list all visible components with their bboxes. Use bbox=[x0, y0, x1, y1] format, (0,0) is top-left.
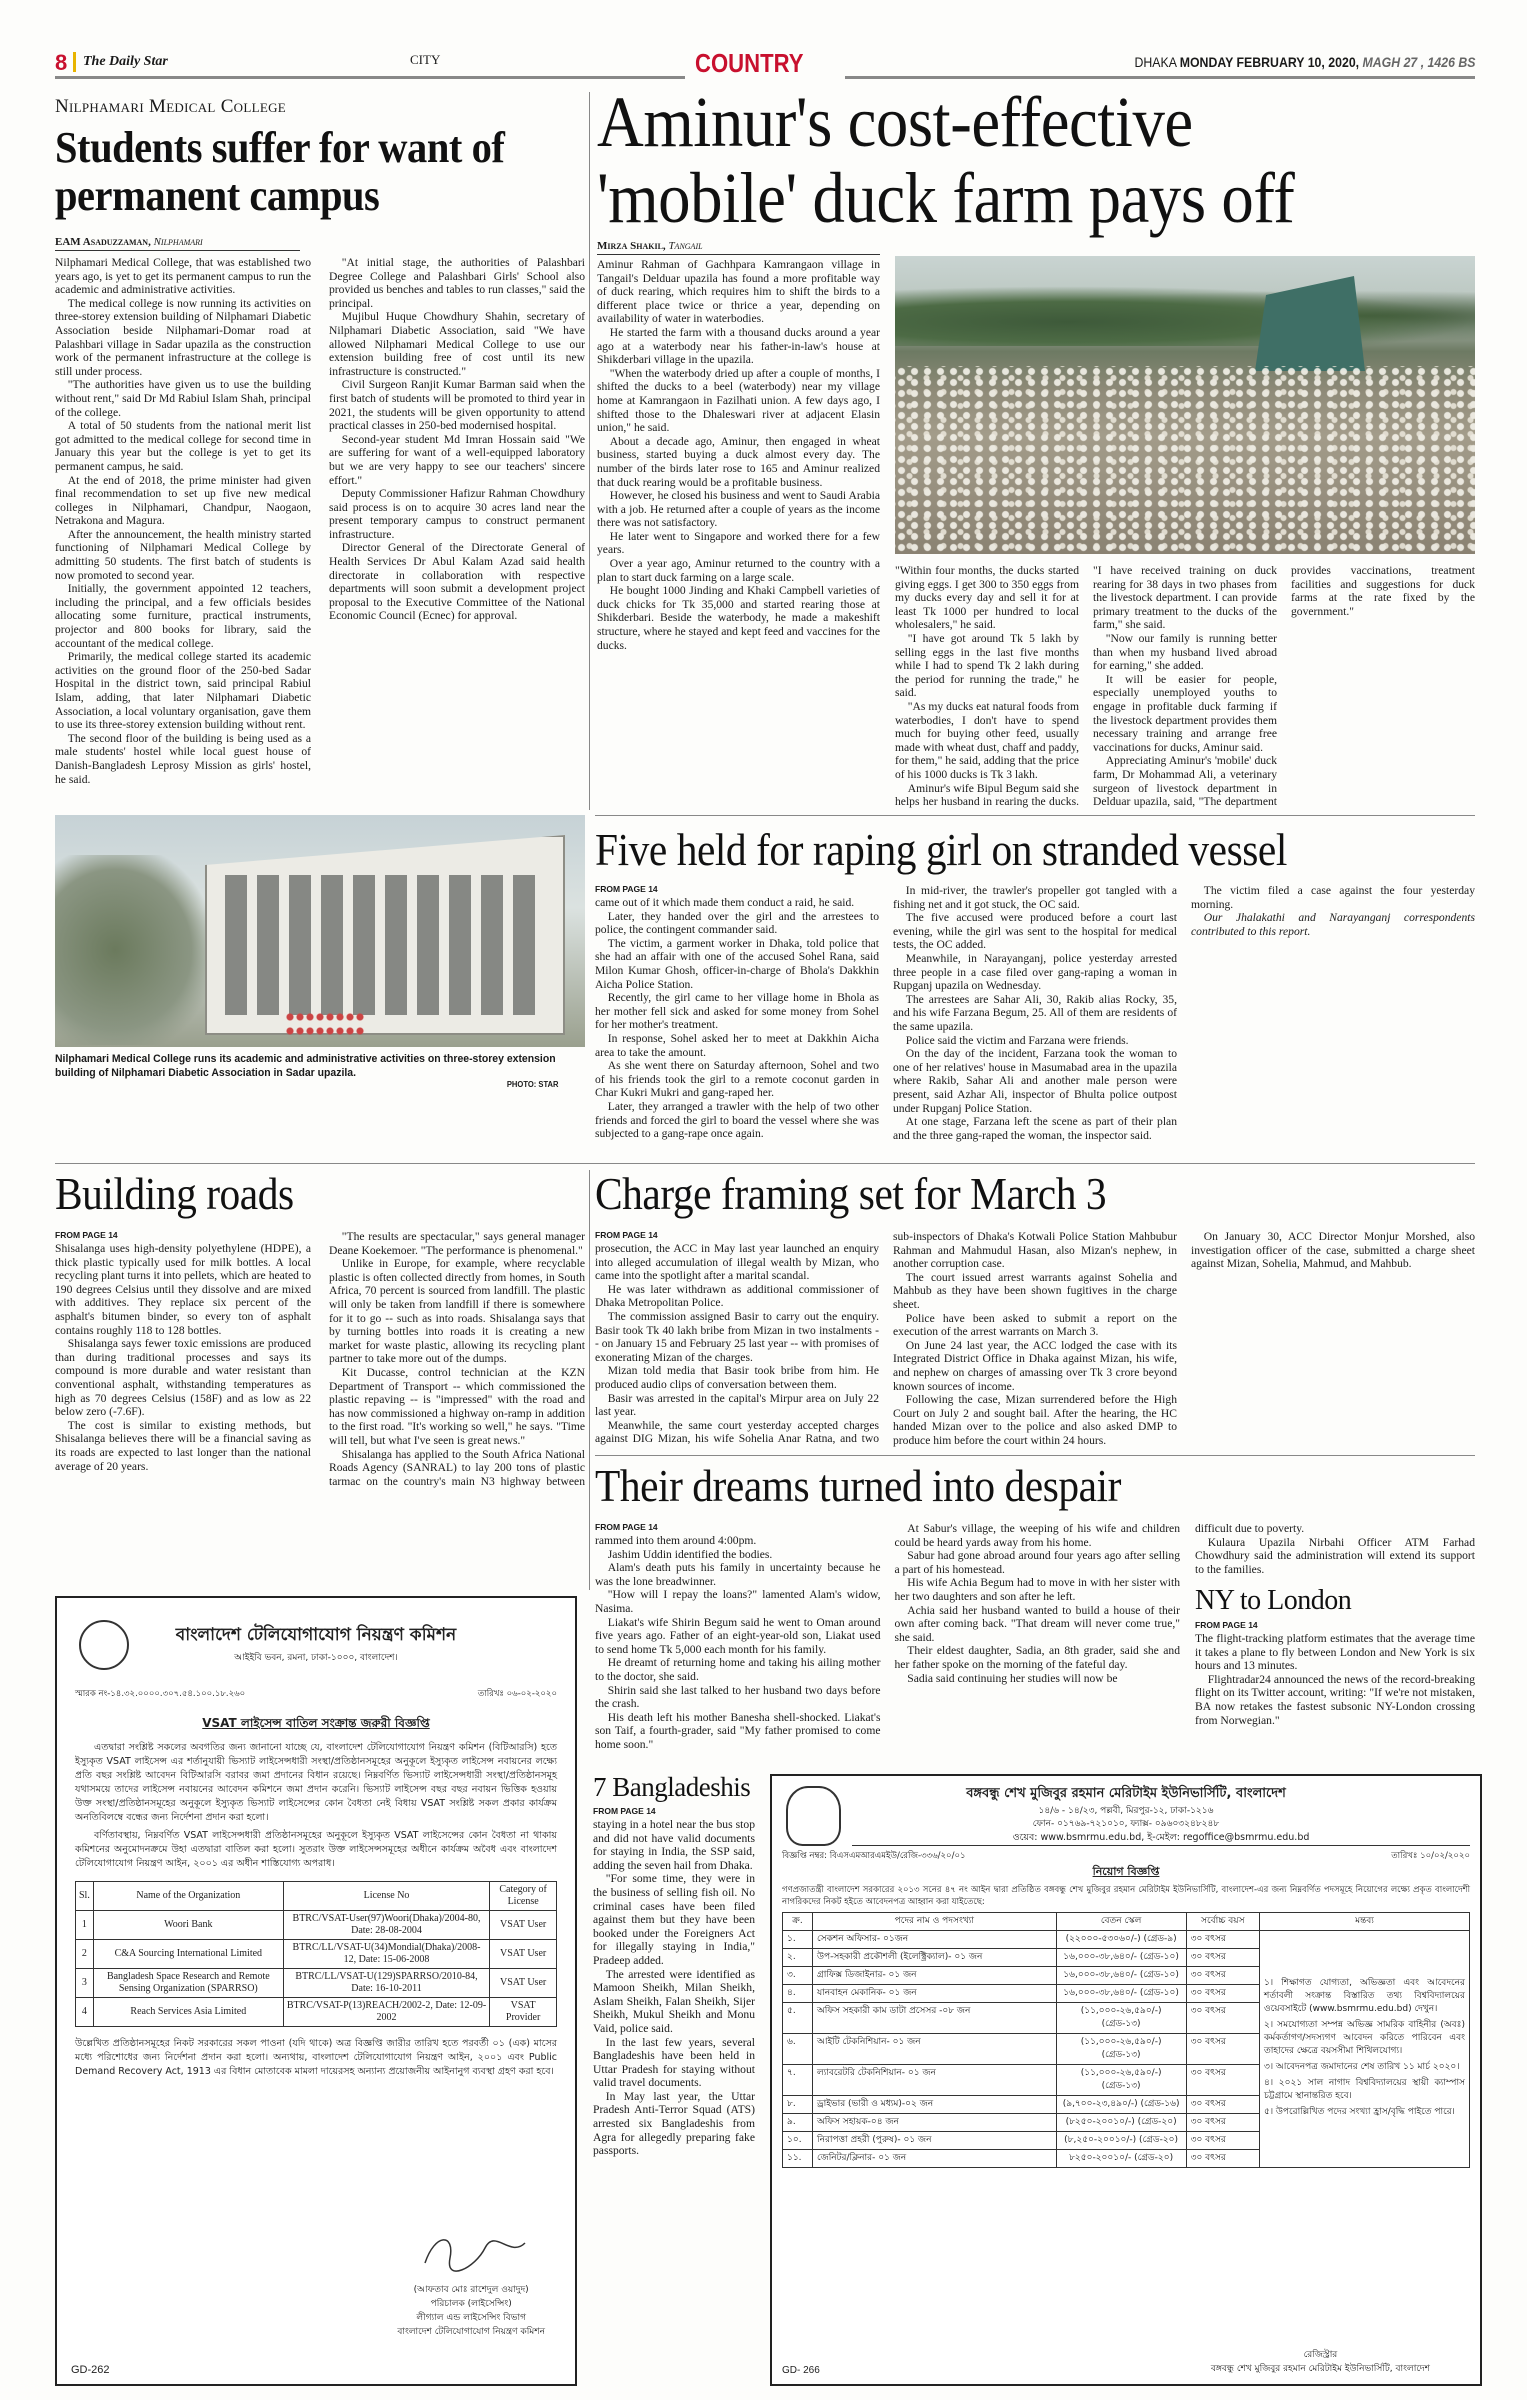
table-cell: VSAT User bbox=[490, 1969, 557, 1998]
paragraphs bbox=[55, 1230, 585, 1492]
table-cell: Bangladesh Space Research and Remote Sensing Organization (SPARRSO) bbox=[93, 1969, 283, 1998]
table-cell: BTRC/VSAT-P(13)REACH/2002-2, Date: 12-09-2002 bbox=[283, 1998, 489, 2027]
table-cell: (৮২৫০-২০০১০/-) (গ্রেড-২০) bbox=[1056, 2114, 1186, 2132]
article-headline: Five held for raping girl on stranded vessel bbox=[595, 824, 1287, 875]
article-headline bbox=[597, 84, 1461, 236]
memo-row bbox=[75, 1687, 557, 1701]
students bbox=[285, 1010, 365, 1040]
article-kicker: Nilphamari Medical College bbox=[55, 96, 287, 117]
table-cell: Reach Services Asia Limited bbox=[93, 1998, 283, 2027]
paragraphs bbox=[595, 1230, 1475, 1448]
paragraph: Sabur had gone abroad around four years ago after selling a part of his homestead. bbox=[894, 1549, 1180, 1576]
paragraph: He started the farm with a thousand ducks around a year ago at a waterbody near his father-in-law's house at Shikderbari village in the upazila. bbox=[597, 325, 880, 367]
section-rule bbox=[595, 1455, 1475, 1456]
paragraph: came out of it which made them conduct a raid, he said. bbox=[595, 896, 855, 909]
jump-label: FROM PAGE 14 bbox=[595, 884, 658, 894]
table-cell: (১১,০০০-২৬,৫৯০/-) (গ্রেড-১৩) bbox=[1056, 2034, 1186, 2065]
table-cell: ৫. bbox=[783, 2003, 813, 2034]
table-cell: VSAT User bbox=[490, 1940, 557, 1969]
table-cell: যানবাহন মেকানিক- ০১ জন bbox=[813, 1985, 1057, 2003]
table-cell: ৩০ বৎসর bbox=[1186, 1967, 1259, 1985]
paragraph: After the announcement, the health ministry started functioning of Nilphamari Medical College by admitting 50 students. The first batch of students is now promoted to second year. bbox=[55, 527, 311, 582]
paragraph: "Within four months, the ducks started giving eggs. I get 300 to 350 eggs from my ducks every day and sell it for at least Tk 1000 per hundred to local wholesalers," he said. bbox=[895, 564, 1079, 632]
paragraph: Unlike in Europe, for example, where recyclable plastic is often collected directly from homes, in South Africa, 70 percent is sourced from landfill. The plastic will only be taken from landfill if there is somewhere for it to go -- such as into roads. Shisalanga says that by turning bottles into roads it is creating a new market for waste plastic, allowing its recycling plant partner to take more out of the dumps. bbox=[329, 1257, 585, 1366]
table-body bbox=[76, 1911, 557, 2027]
table-cell: ৩০ বৎসর bbox=[1186, 2096, 1259, 2114]
page-number: 8 bbox=[55, 50, 68, 75]
paragraph: Their eldest daughter, Sadia, an 8th grader, said she and her father spoke on the morning of the fateful day. bbox=[894, 1644, 1180, 1671]
paragraph: The commission assigned Basir to carry out the enquiry. Basir took Tk 40 lakh bribe from Mizan in two instalments -- on January 15 and February 25 last year -- with promises of exonerating Mizan of the charges. bbox=[595, 1309, 879, 1364]
table-cell: VSAT User bbox=[490, 1911, 557, 1940]
byline bbox=[55, 236, 300, 251]
newspaper-logo: The Daily Star bbox=[83, 54, 168, 69]
paragraph: The medical college is now running its activities on three-storey extension building of Nilphamari Diabetic Association beside Nilphamari-Domar road at Palashbari village in Sadar upazila as the construction work of the permanent infrastructure at the college is still under process. bbox=[55, 296, 311, 378]
paragraph: In May last year, the Uttar Pradesh Anti-Terror Squad (ATS) arrested six Bangladeshis from Agra for allegedly preparing fake passports. bbox=[593, 2089, 755, 2158]
paragraph: Police said the victim and Farzana were friends. bbox=[905, 1033, 1129, 1047]
btrc-logo-icon bbox=[79, 1620, 129, 1670]
article-body bbox=[55, 256, 585, 808]
signatory-block bbox=[397, 2283, 545, 2339]
paragraph: "Now our family is running better than when my husband lived abroad for earning," she added. bbox=[1093, 631, 1277, 673]
article-body bbox=[595, 1230, 1475, 1448]
paragraph: In mid-river, the trawler's propeller got tangled with a fishing net and it got stuck, the OC said. bbox=[893, 884, 1177, 911]
table-cell: ৩০ বৎসর bbox=[1186, 2132, 1259, 2150]
photo-caption bbox=[55, 1052, 559, 1092]
column-header: মন্তব্য bbox=[1260, 1913, 1470, 1931]
notice-heading: VSAT লাইসেন্স বাতিল সংক্রান্ত জরুরী বিজ্ঞপ্তি bbox=[202, 1716, 430, 1730]
ad-title: বঙ্গবন্ধু শেখ মুজিবুর রহমান মেরিটাইম ইউনিভার্সিটি, বাংলাদেশ bbox=[966, 1786, 1286, 1801]
table-cell: অফিস সহকারী কাম ডাটা প্রসেসর -০৮ জন bbox=[813, 2003, 1057, 2034]
paragraph: In response, Sohel asked her to meet at Dakkhin Aicha area to take the amount. bbox=[595, 1031, 879, 1059]
paragraph: The cost is similar to existing methods, but Shisalanga believes there will be a financial saving as its roads are expected to last longer than the national average of 20 years. bbox=[55, 1418, 311, 1473]
paragraph: Achia said her husband wanted to build a house of their own after coming back. "That dream will never come true," she said. bbox=[894, 1603, 1180, 1644]
paragraph: Basir was arrested in the capital's Mirpur area on July 22 last year. bbox=[595, 1391, 879, 1419]
medical-college-photo bbox=[55, 815, 585, 1047]
table-cell: (৮,২৫০-২০০১০/-) (গ্রেড-২০) bbox=[1056, 2132, 1186, 2150]
paragraph: prosecution, the ACC in May last year launched an enquiry into alleged accumulation of illegal wealth by Mizan, who came into the spotlight after a marital scandal. bbox=[595, 1242, 879, 1283]
paragraph: The arrestees are Sahar Ali, 30, Rakib alias Rocky, 35, and his wife Farzana Begum, 25. All of them are residents of the same upazila. bbox=[893, 992, 1177, 1033]
paragraph: Appreciating Aminur's 'mobile' duck farm, Dr Mohammad Ali, a veterinary surgeon of livestock department in Delduar upazila, said, "The department provides vaccinations, treatment facilities and suggestions for duck farms at the rate fixed by the government." bbox=[1093, 564, 1475, 809]
table-cell: BTRC/VSAT-User(97)Woori(Dhaka)/2004-80, Date: 28-08-2004 bbox=[283, 1911, 489, 1940]
table-cell: গ্রাফিক্স ডিজাইনার- ০১ জন bbox=[813, 1967, 1057, 1985]
table-cell: ৪. bbox=[783, 1985, 813, 2003]
paragraph: "When the waterbody dried up after a couple of months, I shifted the ducks to a beel (waterbody) near my village home at Kamrangaon in Fazilhati union. A few days ago, I shifted those to the Dhaleswari river at adjacent Elasin union," he said. bbox=[597, 366, 880, 435]
table-cell: ৩০ বৎসর bbox=[1186, 2150, 1259, 2168]
column-header: License No bbox=[283, 1882, 489, 1911]
table-cell: ল্যাবরেটরি টেকনিশিয়ান- ০১ জন bbox=[813, 2065, 1057, 2096]
paragraph: "At initial stage, the authorities of Palashbari Degree College and Palashbari Girls' School also provided us benches and tables to run classes," said the principal. bbox=[329, 256, 585, 310]
paragraph: "The authorities have given us to use the building without rent," said Dr Md Rabiul Islam Shah, principal of the college. bbox=[55, 378, 311, 419]
headline-line: 'mobile' duck farm pays off bbox=[597, 158, 1295, 238]
paragraph: The five accused were produced before a court last evening, while the girl was sent to the hospital for medical tests, the OC added. bbox=[893, 911, 1177, 952]
article-headline: Their dreams turned into despair bbox=[595, 1460, 1121, 1511]
article-headline: Students suffer for want of permanent campus bbox=[55, 123, 505, 220]
paragraph: In the last few years, several Bangladeshis have been held in Uttar Pradesh for staying without valid travel documents. bbox=[593, 2035, 755, 2090]
column-header: সর্বোচ্চ বয়স bbox=[1186, 1913, 1259, 1931]
paragraph: "How will I repay the loans?" lamented Alam's widow, Nasima. bbox=[595, 1588, 881, 1615]
memo-number: স্মারক নং-১৪.৩২.০০০০.৩০৭.৫৪.১০০.১৮.২৬০ bbox=[75, 1689, 246, 1699]
column-header: Sl. bbox=[76, 1882, 94, 1911]
column-header: Name of the Organization bbox=[93, 1882, 283, 1911]
notice-date: তারিখঃ ১০/০২/২০২০ bbox=[1391, 1851, 1470, 1861]
headline-line: Aminur's cost-effective bbox=[597, 82, 1193, 162]
remarks-cell bbox=[1260, 1931, 1470, 2168]
paragraph: "As my ducks eat natural foods from waterbodies, I don't have to spend much for buying other feed, usually made with wheat dust, chaff and paddy, for them," he said, adding that the price of his 1000 ducks is Tk 3 lakh. bbox=[895, 699, 1079, 781]
table-cell: ৩০ বৎসর bbox=[1186, 1949, 1259, 1967]
table-header-row bbox=[783, 1913, 1470, 1931]
table-cell: ৩০ বৎসর bbox=[1186, 2003, 1259, 2034]
signatory-line: লীগ্যাল এন্ড লাইসেন্সিং বিভাগ bbox=[416, 2313, 526, 2323]
bsmrmu-recruitment-ad bbox=[770, 1774, 1482, 2386]
paragraph: Later, they arranged a trawler with the help of two other friends and forced the girl to board the vessel where she was subjected to a gang-rape once again. bbox=[595, 1099, 879, 1141]
jump-label: FROM PAGE 14 bbox=[593, 1806, 656, 1816]
remark-item: ২। সমযোগ্যতা সম্পন্ন অভিজ্ঞ সামরিক বাহিনীর (অবঃ) কর্মকর্তাগণ/সদস্যগণ আবেদন করিতে পারিবেন এবং তাহাদের ক্ষেত্রে বয়সসীমা শিথিলযোগ্য। bbox=[1264, 2019, 1465, 2056]
byline bbox=[597, 240, 880, 255]
table-row bbox=[76, 1998, 557, 2027]
paragraph: Mujibul Huque Chowdhury Shahin, secretary of Nilphamari Diabetic Association, said "We have allowed Nilphamari Medical College to use our extension building free of cost until its new infrastructure is constructed." bbox=[329, 310, 585, 378]
paragraph: The victim filed a case against the four yesterday morning. bbox=[1191, 884, 1475, 911]
paragraph: Initially, the government appointed 12 teachers, including the principal, and a few officials besides allocating some furniture, practical instruments, projector and 800 books for library, said the accountant of the medical college. bbox=[55, 582, 311, 650]
photo-credit: PHOTO: STAR bbox=[506, 1080, 559, 1089]
article-body bbox=[1195, 1620, 1475, 1770]
section-rule bbox=[595, 815, 1475, 816]
table-cell: ৩. bbox=[783, 1967, 813, 1985]
paragraph: Primarily, the medical college started its academic activities on the ground floor of the 250-bed Sadar Hospital in the district town, said principal Rabiul Islam, adding, that later Nilphamari Diabetic Association, a local voluntary organisation, gave them to use its three-storey extension building without rent. bbox=[55, 650, 311, 732]
paragraph: The court issued arrest warrants against Sohelia and Mahbub as they have been shown fugitives in the charge sheet. bbox=[893, 1270, 1177, 1311]
byline-place: Nilphamari bbox=[153, 236, 203, 248]
masthead bbox=[55, 50, 1475, 78]
paragraph: His death left his mother Banesha shell-shocked. Liakat's son Taif, a fourth-grader, said "My father promised to come home soon." bbox=[595, 1710, 881, 1751]
ad-address: ১৪/৬ - ১৪/২৩, পল্লবী, মিরপুর-১২, ঢাকা-১২১৬ bbox=[1038, 1806, 1214, 1816]
table-cell: ৭. bbox=[783, 2065, 813, 2096]
tree bbox=[55, 855, 205, 1045]
paragraph: The arrested were identified as Mamoon Sheikh, Milan Sheikh, Aslam Sheikh, Falan Sheikh, Sijer Sheikh, Mukul Sheikh and Monu Vaid, police said. bbox=[593, 1967, 755, 2035]
paragraph: He was later withdrawn as additional commissioner of Dhaka Metropolitan Police. bbox=[595, 1282, 879, 1310]
byline-name: Mirza Shakil, bbox=[597, 240, 666, 252]
caption-text: Nilphamari Medical College runs its academic and administrative activities on three-storey extension building of Nilphamari Diabetic Association in Sadar upazila. bbox=[55, 1053, 556, 1079]
city: DHAKA bbox=[1134, 54, 1176, 70]
table-cell: অফিস সহায়ক-০৪ জন bbox=[813, 2114, 1057, 2132]
table-cell: ৩০ বৎসর bbox=[1186, 1985, 1259, 2003]
byline-name: EAM Asaduzzaman, bbox=[55, 236, 151, 248]
paragraph: Recently, the girl came to her village home in Bhola as her mother fell sick and asked for some money from Sohel for her mother's treatment. bbox=[595, 991, 879, 1032]
paragraph: At Sabur's village, the weeping of his wife and children could be heard yards away from his home. bbox=[894, 1522, 1180, 1549]
paragraph: Aminur Rahman of Gachhpara Kamrangaon village in Tangail's Delduar upazila has found a more profitable way of duck rearing, which requires him to shift the birds to a different place twice or thrice a year, depending on availability of water in waterbodies. bbox=[597, 258, 880, 326]
table-cell: 2 bbox=[76, 1940, 94, 1969]
paragraph: He bought 1000 Jinding and Khaki Campbell varieties of duck chicks for Tk 35,000 and started rearing those at Shikderbari. Beside the waterbody, he made a makeshift structure, where he stayed and kept feed and vaccines for the ducks. bbox=[597, 584, 880, 652]
table-cell: 3 bbox=[76, 1969, 94, 1998]
table-cell: (৯,৭০০-২৩,৪৯০/-) (গ্রেড-১৬) bbox=[1056, 2096, 1186, 2114]
paragraph: staying in a hotel near the bus stop and did not have valid documents for staying in India, the SSP said, adding the seven hail from Dhaka. bbox=[593, 1818, 755, 1872]
paragraph: The flight-tracking platform estimates that the average time it takes a plane to fly between London and New York is six hours and 13 minutes. bbox=[1195, 1632, 1475, 1673]
paragraphs bbox=[1195, 1632, 1475, 1727]
table-header-row bbox=[76, 1882, 557, 1911]
paragraph: At the end of 2018, the prime minister had given final recommendation to set up five new medical colleges in Nilphamari, Chandpur, Naogaon, Netrakona and Magura. bbox=[55, 473, 311, 528]
table-row bbox=[76, 1911, 557, 1940]
table-cell: (২২০০০-৫৩০৬০/-) (গ্রেড-৯) bbox=[1056, 1931, 1186, 1949]
table-row bbox=[76, 1940, 557, 1969]
table-cell: সেকশন অফিসার- ০১জন bbox=[813, 1931, 1057, 1949]
column-divider bbox=[589, 1170, 590, 1590]
paragraph: Meanwhile, the same court yesterday accepted charges against DIG Mizan, his wife Sohelia Anar Ratna, and two sub-inspectors of Dhaka's Kotwali Police Station Mahbubur Rahman and Mahmudul Hasan, also Mizan's nephew, in another corruption case. bbox=[595, 1230, 1177, 1446]
notice-paragraph: বর্ণিতাবস্থায়, নিম্নবর্ণিত VSAT লাইসেন্সধারী প্রতিষ্ঠানসমূহের অনুকূলে ইস্যুকৃত VSAT লাইসেন্সের কোন বৈধতা না থাকায় কমিশনের অনুমোদনক্রমে উহা এতদ্বারা বাতিল করা হলো। সুতরাং উক্ত লাইসেন্সসমূহের অধীনে কার্যক্রম অবৈধ এবং বাংলাদেশ টেলিযোগাযোগ নিয়ন্ত্রণ আইন, ২০০১ এর অধীন শাস্তিযোগ্য অপরাধ। bbox=[75, 1830, 557, 1869]
table-cell: BTRC/LL/VSAT-U(34)Mondial(Dhaka)/2008-12, Date: 15-06-2008 bbox=[283, 1940, 489, 1969]
paragraph: Sadia said continuing her studies will now be bbox=[907, 1671, 1118, 1685]
table-cell: ৬. bbox=[783, 2034, 813, 2065]
bangla-date: MAGH 27 , 1426 BS bbox=[1362, 54, 1475, 70]
notice-paragraph: এতদ্বারা সংশ্লিষ্ট সকলের অবগতির জন্য জানানো যাচ্ছে যে, বাংলাদেশ টেলিযোগাযোগ নিয়ন্ত্রণ কমিশন (বিটিআরসি) হতে ইস্যুকৃত VSAT লাইসেন্স এর শর্তানুযায়ী ভিস্যাট লাইসেন্সধারী সংস্থা/প্রতিষ্ঠানসমূহের অনুকূলে ইস্যুকৃত লাইসেন্স নবায়নের লক্ষ্যে প্রতি বছর সংশ্লিষ্ট আবেদন বিটিআরসি বরাবর জমা প্রদানের বিধান রয়েছে। নিম্নবর্ণিত ভিস্যাট লাইসেন্সধারী সংস্থা/প্রতিষ্ঠানসমূহ যথাসময়ে তাদের লাইসেন্স নবায়নের আবেদন কমিশনে জমা প্রদান করেনি। ভিস্যাট লাইসেন্স বছর বছর নবায়ন ভিত্তিক হওয়ায় উক্ত সংস্থা/প্রতিষ্ঠানসমূহের অনুকূলে ইস্যুকৃত ভিস্যাট লাইসেন্সের কোন বৈধতা নেই বিধায় VSAT সংশ্লিষ্ট সকল প্রকার কার্যক্রম অনতিবিলম্বে বন্ধের জন্য নির্দেশনা প্রদান করা হলো। bbox=[75, 1742, 557, 1823]
notice-heading: নিয়োগ বিজ্ঞপ্তি bbox=[1092, 1865, 1160, 1878]
memo-number: বিজ্ঞপ্তি নম্বর: বিএসএমআরএমইউ/রেজি-৩৩৬/২০/০১ bbox=[782, 1851, 966, 1861]
table-cell: ড্রাইভার (ভারী ও মধ্যম)-০২ জন bbox=[813, 2096, 1057, 2114]
paragraph: It will be easier for people, especially unemployed youths to engage in profitable duck farming if the livestock department provides them necessary training and arrange free vaccinations for ducks, Aminur said. bbox=[1093, 672, 1277, 754]
dateline bbox=[1134, 54, 1475, 70]
article-body bbox=[597, 258, 880, 808]
paragraph: Deputy Commissioner Hafizur Rahman Chowdhury said process is on to acquire 30 acres land near the present temporary campus to construct permanent infrastructure. bbox=[329, 487, 585, 541]
table-cell: ৩০ বৎসর bbox=[1186, 2114, 1259, 2132]
paragraph: Later, they handed over the girl and the arrestees to police, the contingent commander said. bbox=[595, 909, 879, 937]
paragraph: Director General of the Directorate General of Health Services Dr Abul Kalam Azad said health directorate in collaboration with respective departments will soon submit a development project proposal to the Executive Committee of the National Economic Council (Ecnec) for approval. bbox=[329, 541, 585, 623]
section-city: CITY bbox=[410, 52, 441, 67]
column-header: ক্র. bbox=[783, 1913, 813, 1931]
table-cell: ১৬,০০০-৩৮,৬৪০/- (গ্রেড-১০) bbox=[1056, 1949, 1186, 1967]
article-headline: Charge framing set for March 3 bbox=[595, 1168, 1107, 1219]
table-cell: ১০. bbox=[783, 2132, 813, 2150]
ad-code: GD-262 bbox=[71, 2364, 110, 2376]
signature-icon bbox=[415, 2228, 535, 2278]
table-cell: উপ-সহকারী প্রকৌশলী (ইলেক্ট্রিক্যাল)- ০১ জন bbox=[813, 1949, 1057, 1967]
paragraph: rammed into them around 4:00pm. bbox=[595, 1534, 757, 1547]
remark-item: ৩। আবেদনপত্র জমাদানের শেষ তারিখ ১১ মার্চ ২০২০। bbox=[1264, 2061, 1460, 2072]
paragraph: "I have got around Tk 5 lakh by selling eggs in the last five months while I had to spend Tk 2 lakh during the period for running the trade," he said. bbox=[895, 631, 1079, 700]
table-cell: (১১,০০০-২৬,৫৯০/-) (গ্রেড-১৩) bbox=[1056, 2003, 1186, 2034]
paragraph: "For some time, they were in the business of selling fish oil. No criminal cases have been filed against them but they have been booked under the Foreigners Act for illegally staying in India," Pradeep added. bbox=[593, 1872, 755, 1967]
memo-row bbox=[782, 1849, 1470, 1863]
jump-label: FROM PAGE 14 bbox=[1195, 1620, 1258, 1630]
article-body-continued bbox=[1195, 1522, 1475, 1576]
column-header: Category of License bbox=[490, 1882, 557, 1911]
table-cell: 4 bbox=[76, 1998, 94, 2027]
signatory-line: বাংলাদেশ টেলিযোগাযোগ নিয়ন্ত্রণ কমিশন bbox=[397, 2327, 545, 2337]
notice-date: তারিখঃ ০৬-০২-২০২০ bbox=[477, 1689, 557, 1699]
paragraph: His wife Achia Begum had to move in with her sister with her two daughters and son after he left. bbox=[894, 1576, 1180, 1603]
table-body bbox=[783, 1931, 1470, 2168]
ad-address: আইইবি ভবন, রমনা, ঢাকা-১০০০, বাংলাদেশ। bbox=[234, 1653, 398, 1663]
paragraph: On January 30, ACC Director Monjur Morshed, also investigation officer of the case, submitted a charge sheet against Mizan, Sohelia, Mahmud, and Mahbub. bbox=[1191, 1230, 1475, 1271]
paragraph: As she went there on Saturday afternoon, Sohel and two of his friends took the girl to a remote coconut garden in Char Kukri Mukri and gang-raped her. bbox=[595, 1059, 879, 1100]
table-cell: ৩০ বৎসর bbox=[1186, 1931, 1259, 1949]
table-row bbox=[783, 1931, 1470, 1949]
paragraph: Kulaura Upazila Nirbahi Officer ATM Farhad Chowdhury said the administration will extend its support to the families. bbox=[1195, 1535, 1475, 1576]
table-cell: ৩০ বৎসর bbox=[1186, 2065, 1259, 2096]
table-cell: ৯. bbox=[783, 2114, 813, 2132]
paragraph: Following the case, Mizan surrendered before the High Court on July 2 and sought bail. After the hearing, the HC handed Mizan over to the police and also asked DMP to produce him before the court within 24 hours. bbox=[893, 1393, 1177, 1447]
paragraph: Jashim Uddin identified the bodies. bbox=[607, 1547, 773, 1561]
paragraph: On the day of the incident, Farzana took the woman to one of her relatives' house in Masumabad area in the upazila where Rakib, Sahar Ali and another male person were present, said Azhar Ali, inspector of Bhulta police outpost under Rupganj Police Station. bbox=[893, 1047, 1177, 1115]
table-cell: ৩০ বৎসর bbox=[1186, 2034, 1259, 2065]
paragraph: On June 24 last year, the ACC lodged the case with its Integrated District Office in Dhaka against Mizan, his wife, and nephew on charges of amassing over Tk 3 crore beyond known sources of income. bbox=[893, 1338, 1177, 1393]
article-headline: NY to London bbox=[1195, 1585, 1352, 1616]
paragraph: He later went to Singapore and worked there for a few years. bbox=[597, 529, 880, 557]
section-title: COUNTRY bbox=[695, 48, 804, 78]
paragraph: Mizan told media that Basir took bribe from him. He produced audio clips of conversation between them. bbox=[595, 1364, 879, 1391]
paragraph: Liakat's wife Shirin Begum said he went to Oman around five years ago. Father of an eight-year-old son, Liakat used to send home Tk 5,000 each month for his family. bbox=[595, 1615, 881, 1656]
paragraph: difficult due to poverty. bbox=[1195, 1522, 1305, 1535]
table-cell: ২. bbox=[783, 1949, 813, 1967]
paragraph: Police have been asked to submit a report on the execution of the arrest warrants on March 3. bbox=[893, 1311, 1177, 1339]
article-body bbox=[595, 1522, 1180, 1767]
windows bbox=[225, 875, 545, 1015]
table-cell: ১১. bbox=[783, 2150, 813, 2168]
article-body bbox=[593, 1806, 755, 2391]
table-cell: নিরাপত্তা প্রহরী (পুরুষ)- ০১ জন bbox=[813, 2132, 1057, 2150]
ad-web: ওয়েব: www.bsmrmu.edu.bd, ই-মেইল: regoffice@bsmrmu.edu.bd bbox=[852, 1831, 1470, 1846]
table-cell: ১. bbox=[783, 1931, 813, 1949]
date: MONDAY FEBRUARY 10, 2020, bbox=[1179, 54, 1359, 70]
paragraph: Flightradar24 announced the news of the record-breaking flight on its Twitter account, writing: "If we're not mistaken, BA now retakes the fastest subsonic NY-London crossing from Norwegian." bbox=[1195, 1672, 1475, 1727]
table-cell: BTRC/LL/VSAT-U(129)SPARRSO/2010-84, Date: 16-10-2011 bbox=[283, 1969, 489, 1998]
paragraph: Over a year ago, Aminur returned to the country with a plan to start duck farming on a large scale. bbox=[597, 557, 880, 584]
paragraph: He dreamt of returning home and taking his ailing mother to the doctor, she said. bbox=[595, 1656, 881, 1683]
article-body bbox=[895, 564, 1475, 809]
signatory-block bbox=[1211, 2348, 1430, 2376]
remark-item: ৪। ২০২১ সাল নাগাদ বিশ্ববিদ্যালয়ের স্থায়ী ক্যাম্পাস চট্টগ্রামে স্থানান্তরিত হবে। bbox=[1264, 2077, 1465, 2101]
ad-title: বাংলাদেশ টেলিযোগাযোগ নিয়ন্ত্রণ কমিশন bbox=[175, 1625, 457, 1645]
article-body bbox=[595, 884, 1475, 1154]
btrc-notice-ad bbox=[55, 1596, 577, 2386]
table-cell: (১১,০০০-২৬,৫৯০/-) (গ্রেড-১৩) bbox=[1056, 2065, 1186, 2096]
paragraph: Nilphamari Medical College, that was established two years ago, is yet to get its permanent campus to run the academic and administrative activities. bbox=[55, 256, 311, 297]
article-headline: 7 Bangladeshis bbox=[593, 1772, 751, 1802]
table-cell: 1 bbox=[76, 1911, 94, 1940]
byline-place: Tangail bbox=[668, 240, 703, 252]
table-cell: জেনিটর/ক্লিনার- ০১ জন bbox=[813, 2150, 1057, 2168]
table-cell: ১৬,০০০-৩৮,৬৪০/- (গ্রেড-১০) bbox=[1056, 1967, 1186, 1985]
license-table bbox=[75, 1881, 557, 2027]
jump-label: FROM PAGE 14 bbox=[595, 1522, 658, 1532]
ducks bbox=[895, 366, 1475, 554]
paragraph: A total of 50 students from the national merit list got admitted to the medical college for second time in January this year but the college is yet to get its permanent campus, he said. bbox=[55, 419, 311, 473]
table-cell: Woori Bank bbox=[93, 1911, 283, 1940]
paragraph: Alam's death puts his family in uncertainty because he was the lone breadwinner. bbox=[595, 1561, 881, 1588]
paragraph: Shisalanga has applied to the South Africa National Roads Agency (SANRAL) to lay 200 tons of plastic tarmac on the country's main N3 highway between bbox=[329, 1447, 585, 1488]
divider bbox=[73, 52, 76, 72]
article-body bbox=[55, 1230, 585, 1492]
paragraph: Shirin said she last talked to her husband two days before the crash. bbox=[595, 1683, 881, 1711]
paragraph: At one stage, Farzana left the scene as part of their plan and the three gang-raped the woman, the inspector said. bbox=[893, 1115, 1177, 1142]
signatory-line: রেজিস্ট্রার bbox=[1303, 2350, 1338, 2360]
paragraph: Civil Surgeon Ranjit Kumar Barman said when the first batch of students will be promoted to third year in 2021, the students will be given opportunity to attend practical classes in 250-bed modernised hospital. bbox=[329, 378, 585, 433]
paragraph: The victim, a garment worker in Dhaka, told police that she had an affair with one of the accused Sohel Rana, said Milon Kumar Ghosh, officer-in-charge of Bhola's Dakkhin Aicha Police Station. bbox=[595, 936, 879, 991]
column-header: পদের নাম ও পদসংখ্যা bbox=[813, 1913, 1057, 1931]
paragraph: Meanwhile, in Narayanganj, police yesterday arrested three people in a case filed over gang-raping a woman in Rupganj upazila on Wednesday. bbox=[893, 951, 1177, 993]
paragraph: Shisalanga uses high-density polyethylene (HDPE), a thick plastic typically used for milk bottles. A local recycling plant turns it into pellets, which are heated to 190 degrees Celsius until they dissolve and are mixed with additives. They replace six percent of the asphalt's bitumen binder, so every ton of asphalt contains roughly 118 to 128 bottles. bbox=[55, 1242, 311, 1337]
table-cell: C&A Sourcing International Limited bbox=[93, 1940, 283, 1969]
jump-label: FROM PAGE 14 bbox=[595, 1230, 658, 1240]
signatory-line: বঙ্গবন্ধু শেখ মুজিবুর রহমান মেরিটাইম ইউনিভার্সিটি, বাংলাদেশ bbox=[1210, 2364, 1430, 2374]
table-cell: ৮২৫০-২০০১০/- (গ্রেড-২০) bbox=[1056, 2150, 1186, 2168]
article-headline: Building roads bbox=[55, 1168, 294, 1219]
paragraph: Aminur's wife Bipul Begum said she helps her husband in rearing the ducks. "I have received training on duck rearing for 38 days in two phases from the livestock department. I can provide primary treatment to the ducks of the farm," she said. bbox=[895, 564, 1277, 809]
paragraph: Kit Ducasse, control technician at the KZN Department of Transport -- which commissioned the plastic repaving -- is "impressed" with the road and has now commissioned a highway on-ramp in addition to the first road. "It's working so well," he says. "Time will tell, but what I've seen is great news." bbox=[329, 1365, 585, 1447]
university-logo-icon bbox=[786, 1786, 841, 1846]
notice-paragraph: উল্লেখিত প্রতিষ্ঠানসমূহের নিকট সরকারের সকল পাওনা (যদি থাকে) অত্র বিজ্ঞপ্তি জারীর তারিখ হতে পরবর্তী ০১ (এক) মাসের মধ্যে পরিশোধের জন্য নির্দেশনা প্রদান করা হলো। অন্যথায়, বাংলাদেশ টেলিযোগাযোগ নিয়ন্ত্রণ আইন, ২০০১ এবং Public Demand Recovery Act, 1913 এর বিধান মোতাবেক মামলা দায়েরসহ অন্যান্য প্রয়োজনীয় আইনানুগ ব্যবস্থা গ্রহণ করা হবে। bbox=[75, 2038, 557, 2077]
header-rule bbox=[845, 76, 1475, 79]
column-divider bbox=[589, 92, 590, 810]
paragraph: About a decade ago, Aminur, then engaged in wheat business, started buying a duck almost every day. The number of the birds later rose to 165 and Aminur realized that duck rearing would be a profitable business. bbox=[597, 434, 880, 489]
table-cell: ১৬,০০০-৩৮,৬৪০/- (গ্রেড-১০) bbox=[1056, 1985, 1186, 2003]
table-cell: আইটি টেকনিশিয়ান- ০১ জন bbox=[813, 2034, 1057, 2065]
paragraph: "The results are spectacular," says general manager Deane Koekemoer. "The performance is phenomenal." bbox=[329, 1230, 585, 1257]
signatory-line: (আফতাব মোঃ রাশেদুল ওয়াদুদ) bbox=[413, 2285, 529, 2295]
paragraph: Second-year student Md Imran Hossain said "We are suffering for want of a well-equipped laboratory but we are very happy to see our teachers' sincere effort." bbox=[329, 432, 585, 487]
paragraphs bbox=[593, 1818, 755, 2158]
paragraph: However, he closed his business and went to Saudi Arabia with a job. He returned after a couple of years as the income there was not satisfactory. bbox=[597, 489, 880, 530]
paragraph: Shisalanga says fewer toxic emissions are produced than during traditional processes and says its compound is more durable and water resistant than conventional asphalt, withstanding temperatures as high as 70 degrees Celsius (158F) and as low as 22 below zero (-7.6F). bbox=[55, 1337, 311, 1419]
credit-line: Our Jhalakathi and Narayanganj correspondents contributed to this report. bbox=[1191, 911, 1475, 938]
header-rule bbox=[55, 76, 685, 79]
notice-intro: গণপ্রজাতন্ত্রী বাংলাদেশ সরকারের ২০১৩ সনের ৪৭ নং আইন দ্বারা প্রতিষ্ঠিত বঙ্গবন্ধু শেখ মুজিবুর রহমান মেরিটাইম ইউনিভার্সিটি, বাংলাদেশ-এর জন্য নিম্নবর্ণিত পদসমূহে নিয়োগের লক্ষ্যে প্রকৃত বাংলাদেশী নাগরিকদের নিকট হইতে আবেদনপত্র আহ্বান করা যাইতেছে: bbox=[782, 1885, 1470, 1907]
table-cell: ৮. bbox=[783, 2096, 813, 2114]
paragraphs bbox=[595, 1522, 1180, 1767]
jump-label: FROM PAGE 14 bbox=[55, 1230, 118, 1240]
remark-item: ৫। উপরোল্লিখিত পদের সংখ্যা হ্রাস/বৃদ্ধি পাইতে পারে। bbox=[1264, 2106, 1455, 2117]
remark-item: ১। শিক্ষাগত যোগ্যতা, অভিজ্ঞতা এবং আবেদনের শর্তাবলী সংক্রান্ত বিস্তারিত তথ্য বিশ্ববিদ্যালয়ের ওয়েবসাইটে (www.bsmrmu.edu.bd) দেখুন। bbox=[1264, 1977, 1465, 2014]
paragraph: The second floor of the building is being used as a male students' hostel while local guest house of Danish-Bangladesh Leprosy Mission as girls' hostel, he said. bbox=[55, 731, 311, 786]
column-header: বেতন স্কেল bbox=[1056, 1913, 1186, 1931]
trees bbox=[895, 286, 1475, 346]
table-row bbox=[76, 1969, 557, 1998]
duck-farm-photo bbox=[895, 256, 1475, 554]
ad-phone: ফোন- ০১৭৬৯-৭২১০১০, ফ্যাক্স- ০৯৬০৩২৪৮২৪৮ bbox=[1032, 1819, 1220, 1829]
section-rule bbox=[55, 1163, 1475, 1164]
signatory-line: পরিচালক (লাইসেন্সিং) bbox=[430, 2299, 512, 2309]
vacancy-table bbox=[782, 1912, 1470, 2168]
table-cell: VSAT Provider bbox=[490, 1998, 557, 2027]
ad-code: GD- 266 bbox=[782, 2365, 820, 2376]
